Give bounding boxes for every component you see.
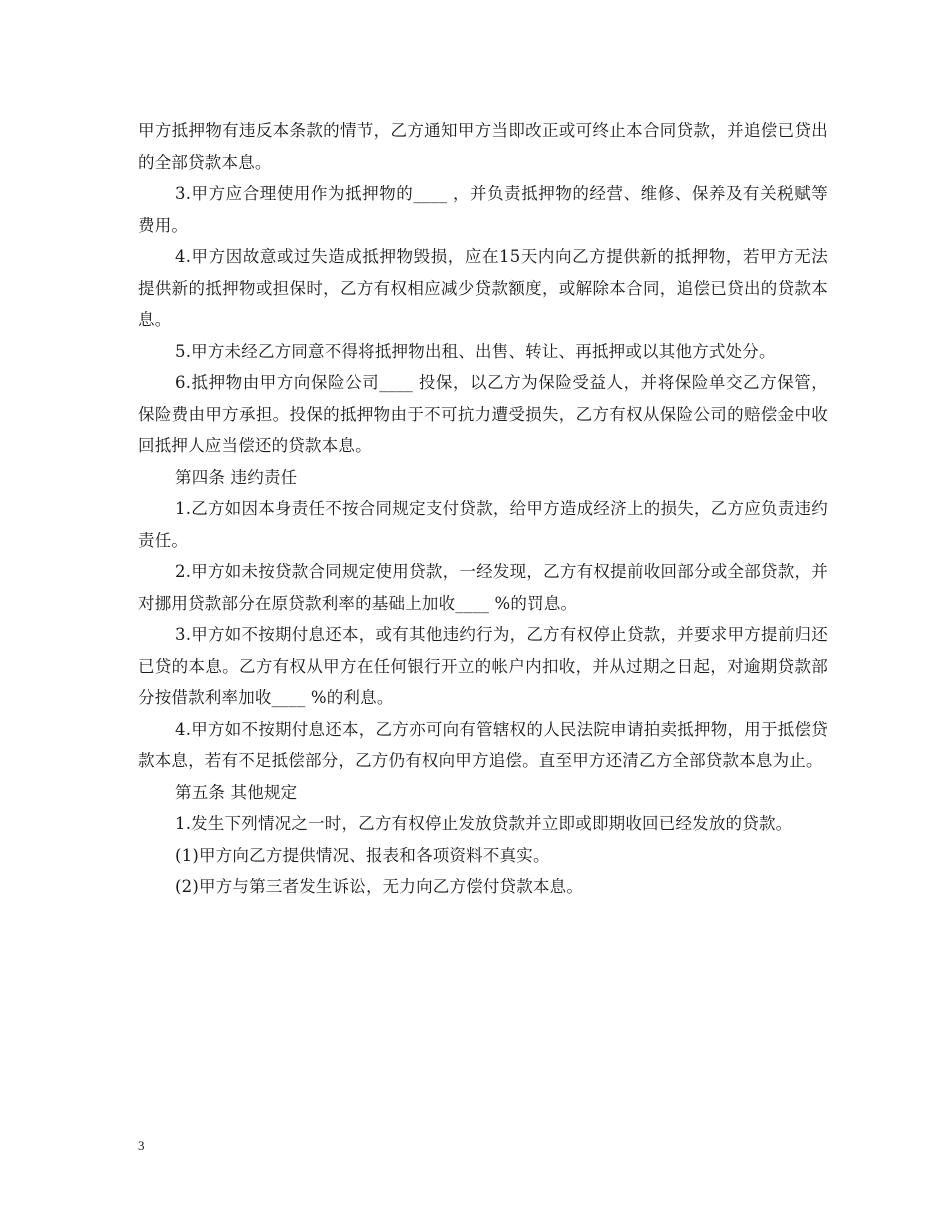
page-number: 3 — [138, 1138, 145, 1153]
paragraph-article-4-item-2: 2.甲方如未按贷款合同规定使用贷款，一经发现，乙方有权提前收回部分或全部贷款，并对挪用贷款部分在原贷款利率的基础上加收____ %的罚息。 — [138, 562, 828, 613]
paragraph-clause-6: 6.抵押物由甲方向保险公司____ 投保，以乙方为保险受益人，并将保险单交乙方保管，保险费由甲方承担。投保的抵押物由于不可抗力遭受损失，乙方有权从保险公司的赔偿金中收回抵押人应当偿还的贷款本息。 — [138, 373, 828, 455]
section-heading-article-5: 第五条 其他规定 — [175, 782, 298, 802]
paragraph-article-4-item-4: 4.甲方如不按期付息还本，乙方亦可向有管辖权的人民法院申请拍卖抵押物，用于抵偿贷款本息，若有不足抵偿部分，乙方仍有权向甲方追偿。直至甲方还清乙方全部贷款本息为止。 — [138, 719, 828, 770]
paragraph-clause-5: 5.甲方未经乙方同意不得将抵押物出租、出售、转让、再抵押或以其他方式处分。 — [175, 341, 776, 361]
section-heading-article-4: 第四条 违约责任 — [175, 467, 298, 487]
paragraph-clause-3: 3.甲方应合理使用作为抵押物的____ ，并负责抵押物的经营、维修、保养及有关税赋等费用。 — [138, 184, 828, 235]
paragraph-article-5-sub-1: (1)甲方向乙方提供情况、报表和各项资料不真实。 — [175, 845, 550, 865]
paragraph-article-4-item-1: 1.乙方如因本身责任不按合同规定支付贷款，给甲方造成经济上的损失，乙方应负责违约责任。 — [138, 499, 828, 550]
paragraph-article-5-sub-2: (2)甲方与第三者发生诉讼，无力向乙方偿付贷款本息。 — [175, 877, 584, 896]
paragraph-continuation: 甲方抵押物有违反本条款的情节，乙方通知甲方当即改正或可终止本合同贷款，并追偿已贷出的全部贷款本息。 — [138, 121, 828, 172]
paragraph-clause-4: 4.甲方因故意或过失造成抵押物毁损，应在15天内向乙方提供新的抵押物，若甲方无法提供新的抵押物或担保时，乙方有权相应减少贷款额度，或解除本合同，追偿已贷出的贷款本息。 — [138, 247, 828, 329]
document-body — [138, 115, 828, 903]
paragraph-article-5-item-1: 1.发生下列情况之一时，乙方有权停止发放贷款并立即或即期收回已经发放的贷款。 — [175, 814, 793, 833]
paragraph-article-4-item-3: 3.甲方如不按期付息还本，或有其他违约行为，乙方有权停止贷款，并要求甲方提前归还已贷的本息。乙方有权从甲方在任何银行开立的帐户内扣收，并从过期之日起，对逾期贷款部分按借款利率加收____ %的利息。 — [138, 625, 828, 707]
